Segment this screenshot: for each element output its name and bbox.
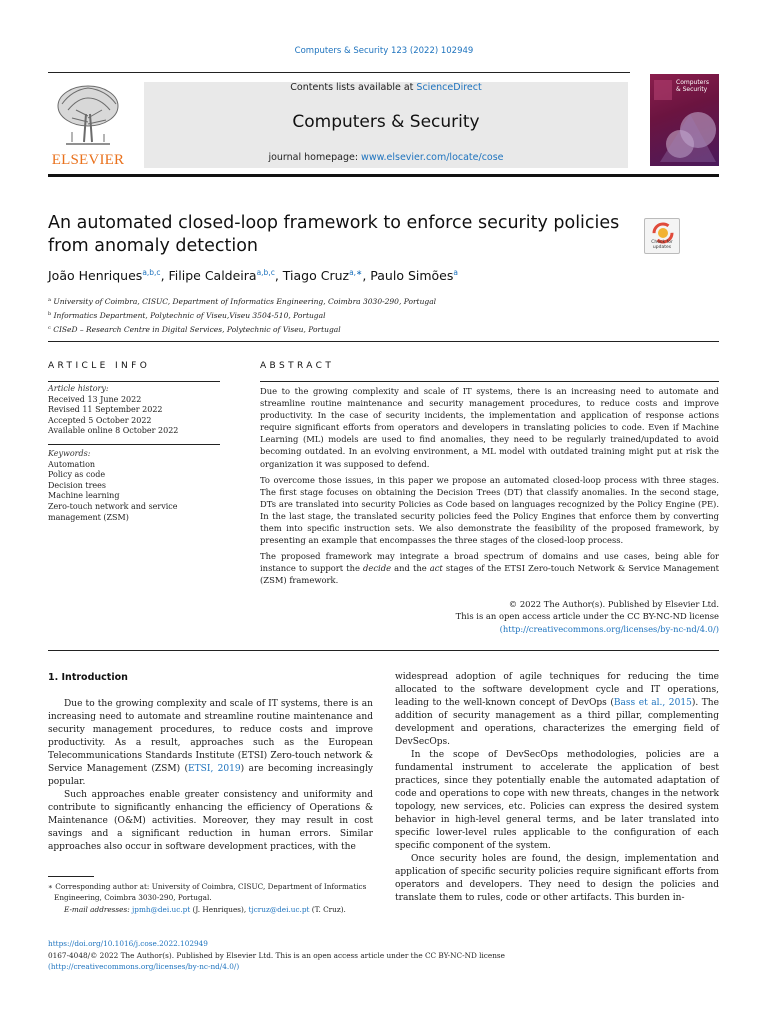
article-info-heading: ARTICLE INFO — [48, 361, 151, 371]
footnote-rule — [48, 876, 94, 877]
keyword-item: Zero-touch network and service — [48, 501, 178, 511]
history-item: Received 13 June 2022 — [48, 394, 142, 404]
contents-line — [144, 82, 628, 93]
page-footer — [48, 938, 719, 973]
keyword-item: Automation — [48, 459, 96, 469]
footnote — [48, 881, 373, 915]
masthead-rule — [48, 174, 719, 177]
citation-link[interactable]: ETSI, 2019 — [188, 764, 241, 774]
keywords — [48, 449, 228, 523]
body-text: ). The addition of security management as a third pillar, complementing development and operations, characterizes the emerging field of DevSecOps. — [395, 698, 719, 747]
check-for-updates-text — [645, 240, 679, 250]
email-owner: (J. Henriques), — [190, 904, 249, 914]
front-matter-rule — [48, 341, 719, 342]
email-owner: (T. Cruz). — [309, 904, 346, 914]
affil-text: CISeD – Research Centre in Digital Services, Polytechnic of Viseu, Portugal — [53, 325, 341, 334]
author-affil-mark[interactable]: a,b,c — [256, 268, 275, 277]
abstract-paragraph — [260, 550, 719, 586]
author-separator: , — [362, 268, 371, 283]
license-link[interactable]: (http://creativecommons.org/licenses/by-nc-nd/4.0/) — [499, 623, 719, 634]
check-for-updates-badge[interactable] — [644, 218, 680, 254]
elsevier-wordmark: ELSEVIER — [51, 152, 125, 168]
author-affil-mark[interactable]: a — [453, 268, 458, 277]
journal-masthead — [144, 82, 628, 168]
abstract-end-rule — [48, 650, 719, 651]
article-info-rule — [48, 381, 220, 382]
keyword-item: Decision trees — [48, 480, 106, 490]
contents-prefix: Contents lists available at — [290, 82, 417, 93]
history-item: Available online 8 October 2022 — [48, 426, 179, 436]
author-name[interactable]: Filipe Caldeira — [168, 268, 257, 283]
abstract-rule — [260, 381, 719, 382]
corresponding-author-note: ∗ Corresponding author at: University of Coimbra, CISUC, Department of Informatics Engineering, Coimbra 3030-290, Portugal. — [48, 882, 367, 903]
journal-citation-link[interactable]: Computers & Security 123 (2022) 102949 — [294, 46, 474, 56]
article-title: An automated closed-loop framework to enforce security policies from anomaly detection — [48, 213, 620, 256]
author-separator: , — [274, 268, 283, 283]
body-text: ) are becoming increasingly popular. — [48, 764, 374, 787]
article-history — [48, 384, 228, 437]
author-list — [48, 268, 458, 283]
history-item: Accepted 5 October 2022 — [48, 415, 152, 425]
journal-cover-image[interactable] — [650, 74, 719, 166]
keyword-item: management (ZSM) — [48, 512, 129, 522]
author-affil-mark[interactable]: a,∗ — [349, 268, 363, 277]
affil-mark: c — [48, 325, 51, 331]
body-paragraph: Such approaches enable greater consistency and uniformity and contribute to significantly enhancing the efficiency of Operations & Maintenance (O&M) activities. Moreover, they may result in cost savings and a significant reduction in human errors. Similar approaches also occur in software development practices, with the — [48, 790, 373, 852]
abstract-emphasis: act — [429, 563, 443, 574]
updates-line1: Check for — [651, 240, 673, 245]
body-paragraph — [48, 698, 373, 789]
affiliation-item — [48, 308, 436, 322]
affiliations — [48, 294, 436, 336]
affil-text: Informatics Department, Polytechnic of Viseu,Viseu 3504-510, Portugal — [53, 311, 326, 320]
abstract-heading: ABSTRACT — [260, 361, 335, 371]
keyword-item: Machine learning — [48, 491, 120, 501]
homepage-line — [144, 152, 628, 163]
abstract-body — [260, 385, 719, 591]
email-link[interactable]: jpmh@dei.uc.pt — [132, 904, 191, 914]
section-heading: 1. Introduction — [48, 672, 128, 683]
homepage-link[interactable]: www.elsevier.com/locate/cose — [361, 152, 504, 163]
abstract-text: and the — [391, 563, 430, 574]
cover-title — [676, 79, 718, 93]
author-name[interactable]: Paulo Simões — [370, 268, 454, 283]
license-statement: 0167-4048/© 2022 The Author(s). Published by Elsevier Ltd. This is an open access article under the CC BY-NC-ND license — [48, 950, 505, 960]
abstract-copyright — [260, 598, 719, 635]
abstract-paragraph: To overcome those issues, in this paper we propose an automated closed-loop process with three stages. The first stage focuses on obtaining the Decision Trees (DT) that classify anomalies. In the second stage, DTs are translated into security Policies as Code based on languages recognized by the Policy Engine (PE). In the last stage, the translated security policies feed the Policy Engines that enforce them by converting them into specific instruction sets. We also demonstrate the feasibility of the proposed framework, by presenting an example that encompasses the three stages of the closed-loop process. — [260, 474, 719, 546]
affil-mark: a — [48, 297, 51, 303]
author-affil-mark[interactable]: a,b,c — [142, 268, 161, 277]
keywords-label: Keywords: — [48, 449, 91, 458]
sciencedirect-link[interactable]: ScienceDirect — [416, 82, 482, 93]
affiliation-item — [48, 294, 436, 308]
abstract-text: stages of the ETSI Zero-touch Network & Service Management (ZSM) framework. — [260, 563, 719, 586]
body-paragraph: In the scope of DevSecOps methodologies, policies are a fundamental instrument to accelerate the application of best practices, since they potentially enable the automated adaptation of code and operations to cope with new threats, changes in the network topology, new services, etc. Policies can express the desired system behavior in high-level general terms, and be later translated into specific lower-level rules applicable to the configuration of each specific component of the system. — [395, 750, 719, 851]
abstract-emphasis: decide — [363, 563, 392, 574]
body-paragraph: Once security holes are found, the design, implementation and application of specific security policies require significant efforts from operators and developers. They need to design the policies and translate them to rules, code or other artifacts. This burden in- — [395, 854, 719, 903]
body-column-left — [48, 698, 373, 854]
footer-license-link[interactable]: (http://creativecommons.org/licenses/by-nc-nd/4.0/) — [48, 962, 240, 971]
updates-line2: updates — [652, 245, 672, 250]
journal-name: Computers & Security — [292, 112, 480, 132]
email-link[interactable]: tjcruz@dei.uc.pt — [248, 904, 310, 914]
cover-title-line2: & Security — [676, 86, 708, 93]
affil-mark: b — [48, 311, 52, 317]
body-column-right — [395, 671, 719, 905]
author-separator: , — [160, 268, 169, 283]
body-text: Due to the growing complexity and scale of IT systems, there is an increasing need to automate and streamline routine maintenance and security management procedures, to reduce costs and improve productivity. As a result, approaches such as the European Telecommunications Standards Institute (ETSI) Zero-touch network & Service Management (ZSM) ( — [48, 699, 373, 774]
author-name[interactable]: Tiago Cruz — [282, 268, 350, 283]
history-label: Article history: — [48, 384, 109, 393]
abstract-paragraph: Due to the growing complexity and scale of IT systems, there is an increasing need to automate and streamline routine maintenance and security management procedures, to reduce costs and improve productivity. In the case of security incidents, the implementation and application of response actions require significant efforts from operators and developers in translating policies to code. Even if Machine Learning (ML) models are used to find anomalies, they need to be regularly trained/updated to avoid becoming outdated. In an evolving environment, a ML model with outdated training might put at risk the organization it was supposed to defend. — [260, 386, 719, 469]
cover-title-line1: Computers — [676, 79, 709, 86]
keyword-item: Policy as code — [48, 470, 106, 480]
doi-link[interactable]: https://doi.org/10.1016/j.cose.2022.102949 — [48, 939, 208, 948]
body-paragraph — [395, 671, 719, 749]
affiliation-item — [48, 322, 436, 336]
body-text: widespread adoption of agile techniques for reducing the time allocated to the software development cycle and IT operations, leading to the well-known concept of DevOps ( — [395, 672, 719, 708]
header-rule — [48, 72, 630, 73]
license-line: This is an open access article under the CC BY-NC-ND license — [455, 611, 719, 622]
copyright-line: © 2022 The Author(s). Published by Elsevier Ltd. — [508, 599, 719, 609]
keywords-rule — [48, 444, 220, 445]
history-item: Revised 11 September 2022 — [48, 405, 163, 415]
homepage-prefix: journal homepage: — [268, 152, 362, 163]
affil-text: University of Coimbra, CISUC, Department of Informatics Engineering, Coimbra 3030-290, Portugal — [53, 297, 437, 306]
email-line — [48, 904, 373, 915]
abstract-text: The proposed framework may integrate a broad spectrum of domains and use cases, being able for instance to support the — [260, 551, 719, 574]
citation-link[interactable]: Bass et al., 2015 — [613, 698, 692, 708]
email-label: E-mail addresses: — [64, 904, 133, 914]
author-name[interactable]: João Henriques — [48, 268, 143, 283]
